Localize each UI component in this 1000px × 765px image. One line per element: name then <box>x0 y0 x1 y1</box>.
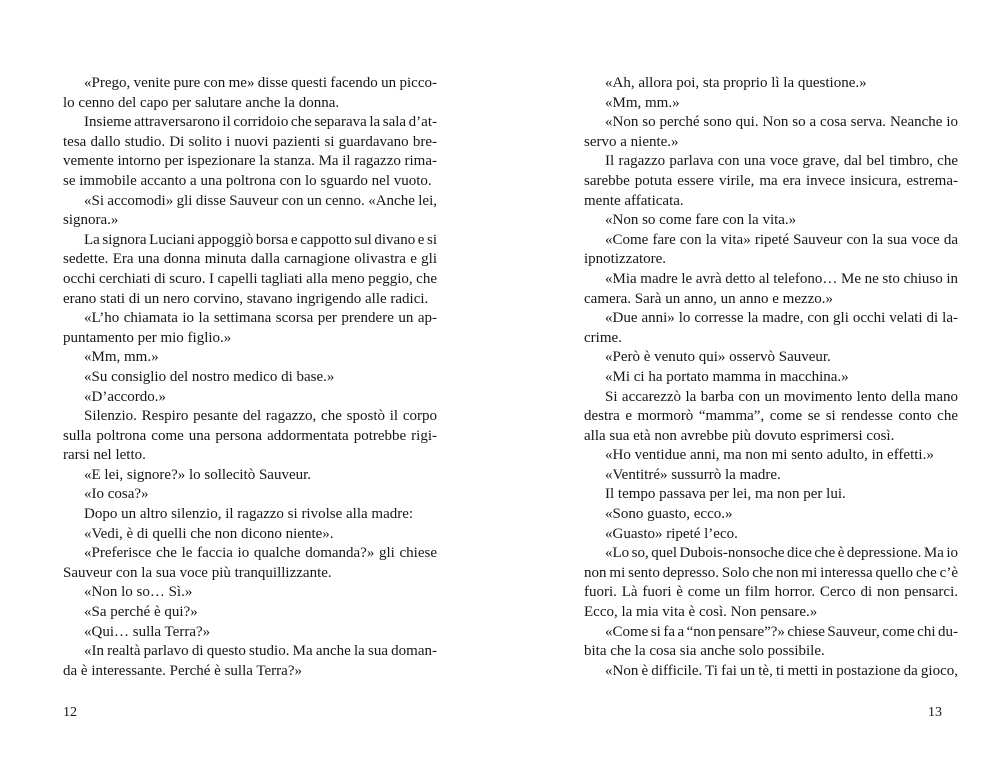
text-line: erano stati di un nero corvino, stavano ingrigendo alle radici. <box>63 290 429 307</box>
text-line: «Preferisce che le faccia io qualche domanda?» gli chiese <box>84 545 437 562</box>
text-line: puntamento per mio figlio.» <box>63 329 232 346</box>
text-line: «Qui… sulla Terra?» <box>84 623 211 640</box>
text-line: crime. <box>584 329 622 346</box>
text-line: «Mm, mm.» <box>605 94 680 111</box>
text-line: «E lei, signore?» lo sollecitò Sauveur. <box>84 466 312 483</box>
text-line: «Mia madre le avrà detto al telefono… Me ne sto chiuso in <box>605 270 958 287</box>
page-left-text-column <box>63 74 437 681</box>
text-line: ipnotizzatore. <box>584 251 667 268</box>
text-line: «Non so come fare con la vita.» <box>605 212 797 229</box>
text-line: Il tempo passava per lei, ma non per lui. <box>605 486 846 503</box>
text-line: destra e mormorò “mamma”, come se si rendesse conto che <box>584 408 958 425</box>
text-line: «L’ho chiamata io la settimana scorsa per prendere un ap- <box>84 310 437 327</box>
text-line: «Sono guasto, ecco.» <box>605 506 733 523</box>
text-line: «Sa perché è qui?» <box>84 604 198 621</box>
text-line: Dopo un altro silenzio, il ragazzo si rivolse alla madre: <box>84 506 414 523</box>
text-line: sarebbe potuta essere virile, ma era invece insicura, estrema- <box>584 172 958 189</box>
text-line: Ecco, la mia vita è così. Non pensare.» <box>584 604 818 621</box>
text-line: lo cenno del capo per salutare anche la donna. <box>63 94 340 111</box>
text-line: «In realtà parlavo di questo studio. Ma anche la sua doman- <box>84 643 437 660</box>
text-line: «Due anni» lo corresse la madre, con gli occhi velati di la- <box>605 310 958 327</box>
page-number-left: 12 <box>63 705 77 720</box>
text-line: «Mi ci ha portato mamma in macchina.» <box>605 368 849 385</box>
text-line: «Ah, allora poi, sta proprio lì la questione.» <box>605 75 867 91</box>
text-line: bita che la cosa sia anche solo possibile. <box>584 643 825 660</box>
text-line: tesa dallo studio. Di solito i nuovi pazienti si guardavano bre- <box>63 133 437 150</box>
text-line: «Come fare con la vita» ripeté Sauveur con la sua voce da <box>605 231 958 248</box>
text-line: «D’accordo.» <box>84 388 167 405</box>
text-line: «Come si fa a “non pensare”?» chiese Sauveur, come chi du- <box>605 623 958 640</box>
text-line: vemente intorno per ispezionare la stanza. Ma il ragazzo rima- <box>63 153 437 170</box>
text-line: La signora Luciani appoggiò borsa e cappotto sul divano e si <box>84 231 437 248</box>
text-line: Si accarezzò la barba con un movimento lento della mano <box>605 388 958 405</box>
text-line: alla sua età non avrebbe più dovuto esprimersi così. <box>584 427 895 444</box>
text-line: Il ragazzo parlava con una voce grave, dal bel timbro, che <box>605 153 958 170</box>
text-line: «Vedi, è di quelli che non dicono niente». <box>84 525 334 542</box>
text-line: da è interessante. Perché è sulla Terra?» <box>63 662 302 679</box>
text-line: «Lo so, quel Dubois-nonsoche dice che è depressione. Ma io <box>605 545 958 562</box>
text-line: «Però è venuto qui» osservò Sauveur. <box>605 349 831 366</box>
text-line: rarsi nel letto. <box>63 447 146 464</box>
text-line: «Su consiglio del nostro medico di base.» <box>84 368 335 385</box>
text-line: «Io cosa?» <box>84 486 149 503</box>
text-line: servo a niente.» <box>584 133 679 150</box>
text-line: Silenzio. Respiro pesante del ragazzo, che spostò il corpo <box>84 408 437 425</box>
text-line: «Guasto» ripeté l’eco. <box>605 525 738 542</box>
text-line: Insieme attraversarono il corridoio che separava la sala d’at- <box>84 114 437 131</box>
text-line: non mi sento depresso. Solo che non mi interessa quello che c’è <box>584 564 958 581</box>
text-line: fuori. Là fuori è come un film horror. Cerco di non pensarci. <box>584 584 958 601</box>
text-line: «Ventitré» sussurrò la madre. <box>605 466 781 483</box>
text-line: «Si accomodi» gli disse Sauveur con un cenno. «Anche lei, <box>84 192 437 209</box>
text-line: sulla poltrona come una persona addormentata potrebbe rigi- <box>63 427 437 444</box>
text-line: signora.» <box>63 212 119 229</box>
text-line: occhi cerchiati di scuro. I capelli tagliati alla meno peggio, che <box>63 270 437 287</box>
text-line: «Mm, mm.» <box>84 349 159 366</box>
text-line: camera. Sarà un anno, un anno e mezzo.» <box>584 290 834 307</box>
text-line: mente affaticata. <box>584 192 684 209</box>
page-number-right: 13 <box>928 705 942 720</box>
text-line: se immobile accanto a una poltrona con lo sguardo nel vuoto. <box>63 172 432 189</box>
page-right-text-column <box>584 74 958 681</box>
text-line: «Ho ventidue anni, ma non mi sento adulto, in effetti.» <box>605 447 934 464</box>
text-line: Sauveur con la sua voce più tranquillizzante. <box>63 564 332 581</box>
text-line: «Non so perché sono qui. Non so a cosa serva. Neanche io <box>605 114 958 131</box>
text-line: «Non è difficile. Ti fai un tè, ti metti in postazione da gioco, <box>605 662 958 679</box>
text-line: «Prego, venite pure con me» disse questi facendo un picco- <box>84 75 437 91</box>
text-line: «Non lo so… Sì.» <box>84 584 193 601</box>
text-line: sedette. Era una donna minuta dalla carnagione olivastra e gli <box>63 251 437 268</box>
